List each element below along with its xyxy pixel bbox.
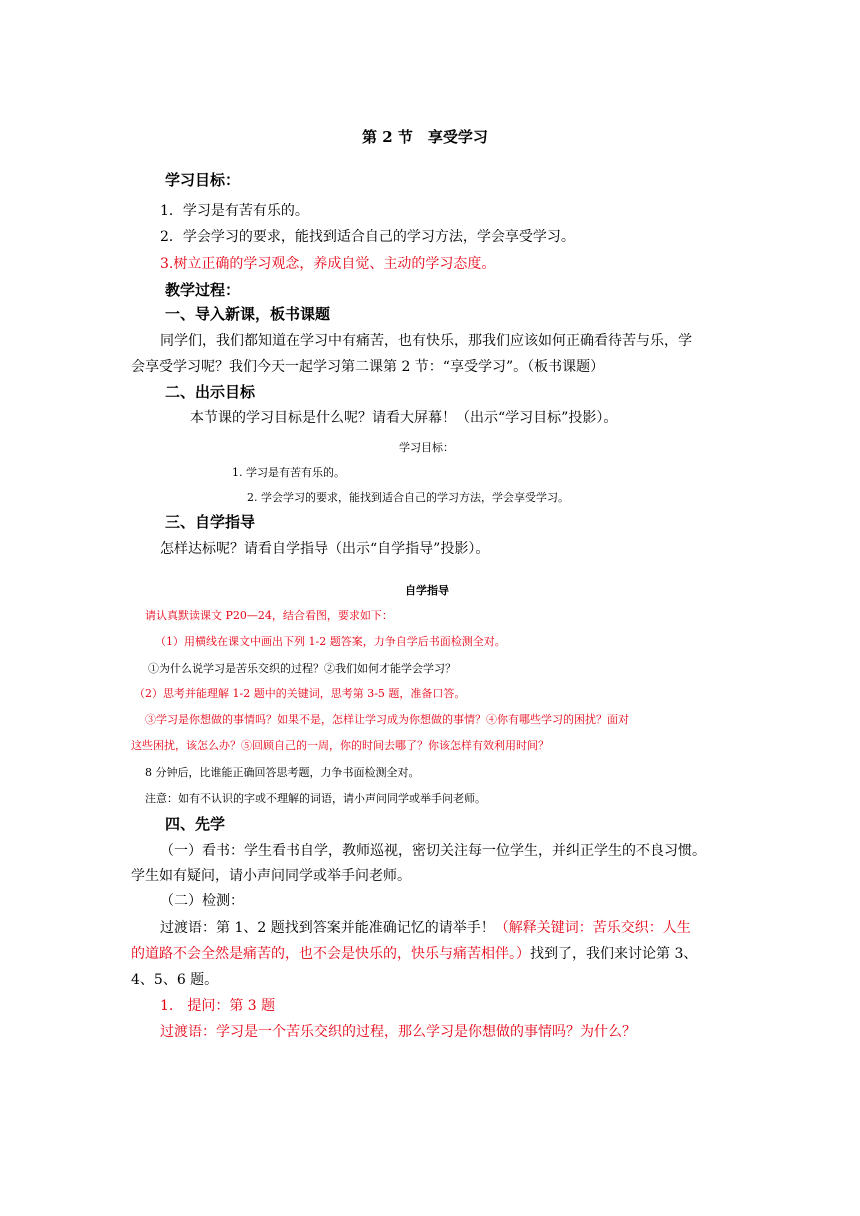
guide-line-4: （2）思考并能理解 1-2 题中的关键词，思考第 3-5 题，准备口答。 (134, 687, 466, 700)
guide-title: 自学指导 (405, 584, 449, 597)
guide-line-1: 请认真默读课文 P20—24，结合看图，要求如下： (145, 609, 393, 622)
section4-p3-a: 过渡语：第 1、2 题找到答案并能准确记忆的请举手！ (160, 920, 495, 936)
section4-p3-line1 (160, 918, 691, 938)
guide-line-7: 8 分钟后，比谁能正确回答思考题，力争书面检测全对。 (145, 766, 420, 779)
section4-heading: 四、先学 (165, 815, 226, 833)
section1-line2: 会享受学习呢？我们今天一起学习第二课第 2 节：“享受学习”。（板书课题） (131, 359, 605, 375)
guide-line-6: 这些困扰，该怎么办？⑤回顾自己的一周，你的时间去哪了？你该怎样有效利用时间？ (131, 739, 549, 752)
section4-p3-b: （解释关键词：苦乐交织：人生 (494, 920, 691, 936)
objectives-heading: 学习目标： (165, 171, 241, 189)
section4-p3-line2-red: 的道路不会全然是痛苦的，也不会是快乐的，快乐与痛苦相伴。） (131, 946, 530, 962)
section4-p3-line2-black: 找到了，我们来讨论第 3、 (530, 946, 698, 962)
section1-heading: 一、导入新课，板书课题 (165, 305, 331, 323)
slide-item-1: 1. 学习是有苦有乐的。 (232, 466, 345, 479)
slide-title: 学习目标： (399, 441, 454, 454)
process-heading: 教学过程： (165, 281, 241, 299)
guide-line-8: 注意：如有不认识的字或不理解的词语，请小声问同学或举手问老师。 (145, 792, 486, 805)
section2-heading: 二、出示目标 (165, 383, 256, 401)
slide-item-2: 2. 学会学习的要求，能找到适合自己的学习方法，学会享受学习。 (247, 491, 569, 504)
section4-p3-line3: 4、5、6 题。 (131, 972, 219, 988)
objective-2: 2．学会学习的要求，能找到适合自己的学习方法，学会享受学习。 (160, 229, 575, 245)
objective-3: 3.树立正确的学习观念，养成自觉、主动的学习态度。 (160, 256, 496, 272)
section3-line1: 怎样达标呢？请看自学指导（出示“自学指导”投影）。 (160, 541, 490, 557)
section1-line1: 同学们，我们都知道在学习中有痛苦，也有快乐，那我们应该如何正确看待苦与乐，学 (160, 333, 692, 349)
section3-heading: 三、自学指导 (165, 513, 256, 531)
section4-p1-line1: （一）看书：学生看书自学，教师巡视，密切关注每一位学生，并纠正学生的不良习惯。 (160, 843, 706, 859)
section4-p2: （二）检测： (160, 893, 244, 909)
section4-p1-line2: 学生如有疑问，请小声问同学或举手问老师。 (131, 868, 411, 884)
page-title: 第 2 节 享受学习 (362, 128, 488, 146)
section4-p3-line2 (131, 944, 697, 964)
objective-1: 1．学习是有苦有乐的。 (160, 203, 309, 219)
guide-line-3: ①为什么说学习是苦乐交织的过程？②我们如何才能学会学习？ (148, 662, 456, 675)
question-1-transition: 过渡语：学习是一个苦乐交织的过程，那么学习是你想做的事情吗？为什么？ (160, 1024, 636, 1040)
guide-line-5: ③学习是你想做的事情吗？如果不是，怎样让学习成为你想做的事情？④你有哪些学习的困扰？面对 (145, 713, 629, 726)
guide-line-2: （1）用横线在课文中画出下列 1-2 题答案，力争自学后书面检测全对。 (155, 635, 506, 648)
section2-line1: 本节课的学习目标是什么呢？请看大屏幕！（出示“学习目标”投影）。 (190, 410, 618, 426)
question-1: 1. 提问：第 3 题 (160, 998, 276, 1014)
